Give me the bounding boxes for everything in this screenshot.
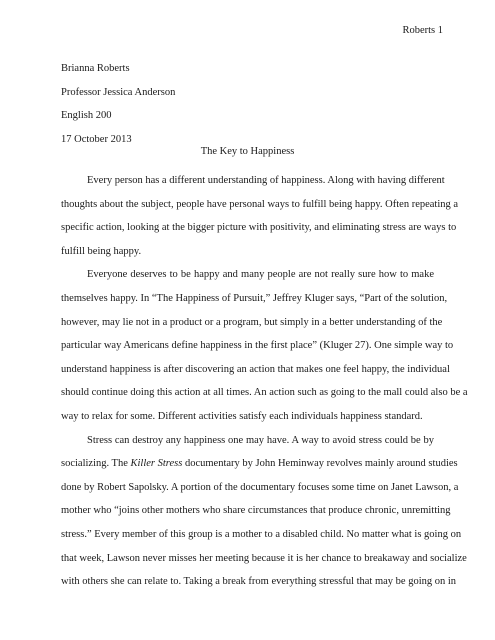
body-line: themselves happy. In “The Happiness of Pursuit,” Jeffrey Kluger says, “Part of the solution, <box>61 292 448 304</box>
instructor-name: Professor Jessica Anderson <box>61 86 176 98</box>
body-line: however, may lie not in a product or a program, but simply in a better understanding of the <box>61 316 443 328</box>
body-line: thoughts about the subject, people have personal ways to fulfill being happy. Often repeating a <box>61 198 459 210</box>
essay-date: 17 October 2013 <box>61 133 132 145</box>
body-line: that week, Lawson never misses her meeting because it is her chance to breakaway and socialize <box>61 552 467 564</box>
body-line: Stress can destroy any happiness one may have. A way to avoid stress could be by <box>87 434 434 446</box>
body-line: fulfill being happy. <box>61 245 142 257</box>
mla-heading <box>61 57 175 151</box>
body-line: specific action, looking at the bigger picture with positivity, and eliminating stress are ways to <box>61 222 457 234</box>
documentary-title: Killer Stress <box>130 458 183 470</box>
body-line: mother who “joins other mothers who share circumstances that produce chronic, unremitting <box>61 505 451 517</box>
body-line: particular way Americans define happiness in the first place” (Kluger 27). One simple way to <box>61 340 454 352</box>
body-line: understand happiness is after discovering an action that makes one feel happy, the individual <box>61 363 450 375</box>
body-line: way to relax for some. Different activities satisfy each individuals happiness standard. <box>61 410 423 422</box>
body-line: Every person has a different understanding of happiness. Along with having different <box>87 175 445 186</box>
essay-body <box>61 169 468 594</box>
body-line: with others she can relate to. Taking a break from everything stressful that may be going on in <box>61 576 457 588</box>
author-name: Brianna Roberts <box>61 63 130 74</box>
body-line: socializing. The Killer Stress documentary by John Heminway revolves mainly around studies <box>61 458 458 470</box>
body-line: Everyone deserves to be happy and many people are not really sure how to make <box>87 269 434 281</box>
body-line: should continue doing this action at all times. An action such as going to the mall could also be a <box>61 387 468 399</box>
body-line: stress.” Every member of this group is a mother to a disabled child. No matter what is going on <box>61 528 462 540</box>
essay-title: The Key to Happiness <box>200 146 295 157</box>
body-line: done by Robert Sapolsky. A portion of the documentary focuses some time on Janet Lawson, a <box>61 481 459 493</box>
course-name: English 200 <box>61 110 112 121</box>
running-header: Roberts 1 <box>402 25 443 36</box>
